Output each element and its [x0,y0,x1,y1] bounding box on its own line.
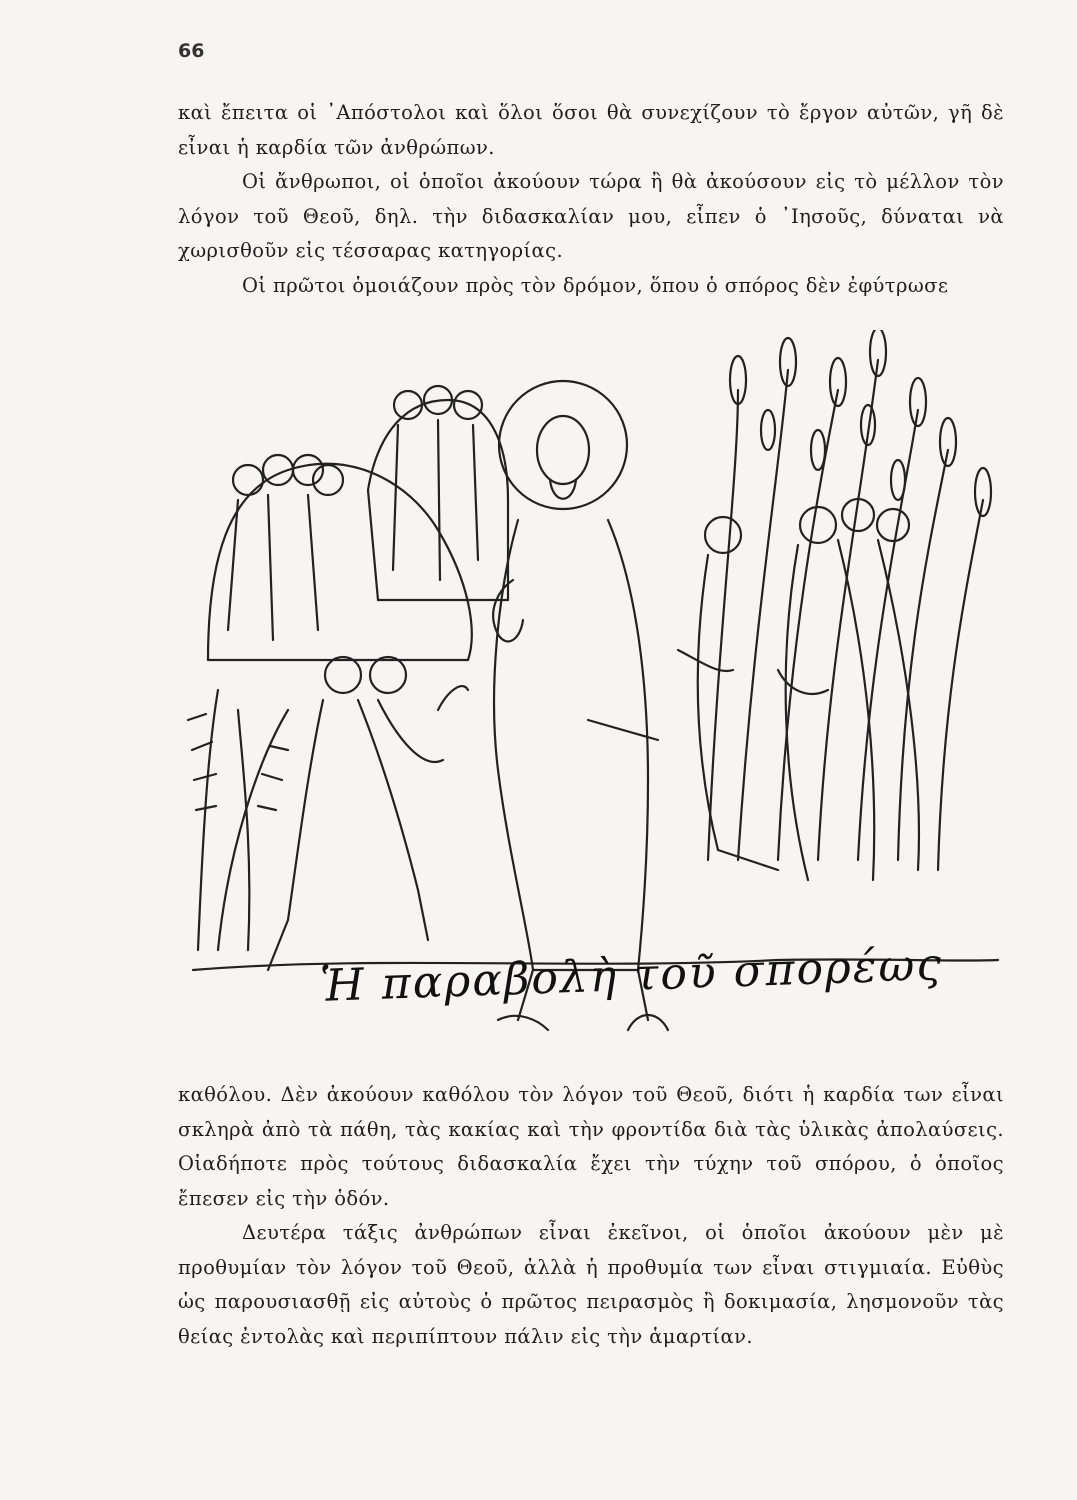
kneeling-figures [268,657,468,970]
paragraph-categories: Οἱ ἄνθρωποι, οἱ ὁποῖοι ἀκούουν τώρα ἢ θὰ ἀκούσουν εἰς τὸ μέλλον τὸν λόγον τοῦ Θεοῦ, δηλ. τὴν διδασκαλίαν μου, εἶπεν ὁ ᾿Ιησοῦς, δύναται νὰ χωρισθοῦν εἰς τέσσαρας κατηγορίας. [178,170,1004,262]
crowd-right [678,499,919,880]
top-text-block [178,96,1004,303]
illustration-caption: Ἡ παραβολὴ τοῦ σπορέως [319,939,944,1012]
page-number: 66 [178,40,205,62]
paragraph-first-kind-cont: καθόλου. Δὲν ἀκούουν καθόλου τὸν λόγον τοῦ Θεοῦ, διότι ἡ καρδία των εἶναι σκληρὰ ἀπὸ τὰ πάθη, τὰς κακίας καὶ τὴν φροντίδα διὰ τὰς ὑλικὰς ἀπολαύσεις. Οἱαδήποτε πρὸς τούτους διδασκαλία ἔχει τὴν τύχην τοῦ σπόρου, ὁ ὁποῖος ἔπεσεν εἰς τὴν ὁδόν. [178,1083,1004,1210]
wheat-field-right [708,330,991,870]
crowd-upper-left [208,386,508,660]
bottom-text-block [178,1078,1004,1354]
christ-figure [493,381,668,1030]
paragraph-continuation: καὶ ἔπειτα οἱ ᾿Απόστολοι καὶ ὅλοι ὅσοι θὰ συνεχίζουν τὸ ἔργον αὐτῶν, γῆ δὲ εἶναι ἡ καρδία τῶν ἀνθρώπων. [178,101,1004,159]
thorn-plants-left [188,690,288,950]
paragraph-second-kind: Δευτέρα τάξις ἀνθρώπων εἶναι ἐκεῖνοι, οἱ ὁποῖοι ἀκούουν μὲν μὲ προθυμίαν τὸν λόγον τοῦ Θεοῦ, ἀλλὰ ἡ προθυμία των εἶναι στιγμιαία. Εὐθὺς ὡς παρουσιασθῇ εἰς αὐτοὺς ὁ πρῶτος πειρασμὸς ἢ δοκιμασία, λησμονοῦν τὰς θείας ἐντολὰς καὶ περιπίπτουν πάλιν εἰς τὴν ἁμαρτίαν. [178,1221,1004,1348]
paragraph-first-kind: Οἱ πρῶτοι ὁμοιάζουν πρὸς τὸν δρόμον, ὅπου ὁ σπόρος δὲν ἐφύτρωσε [242,273,949,297]
